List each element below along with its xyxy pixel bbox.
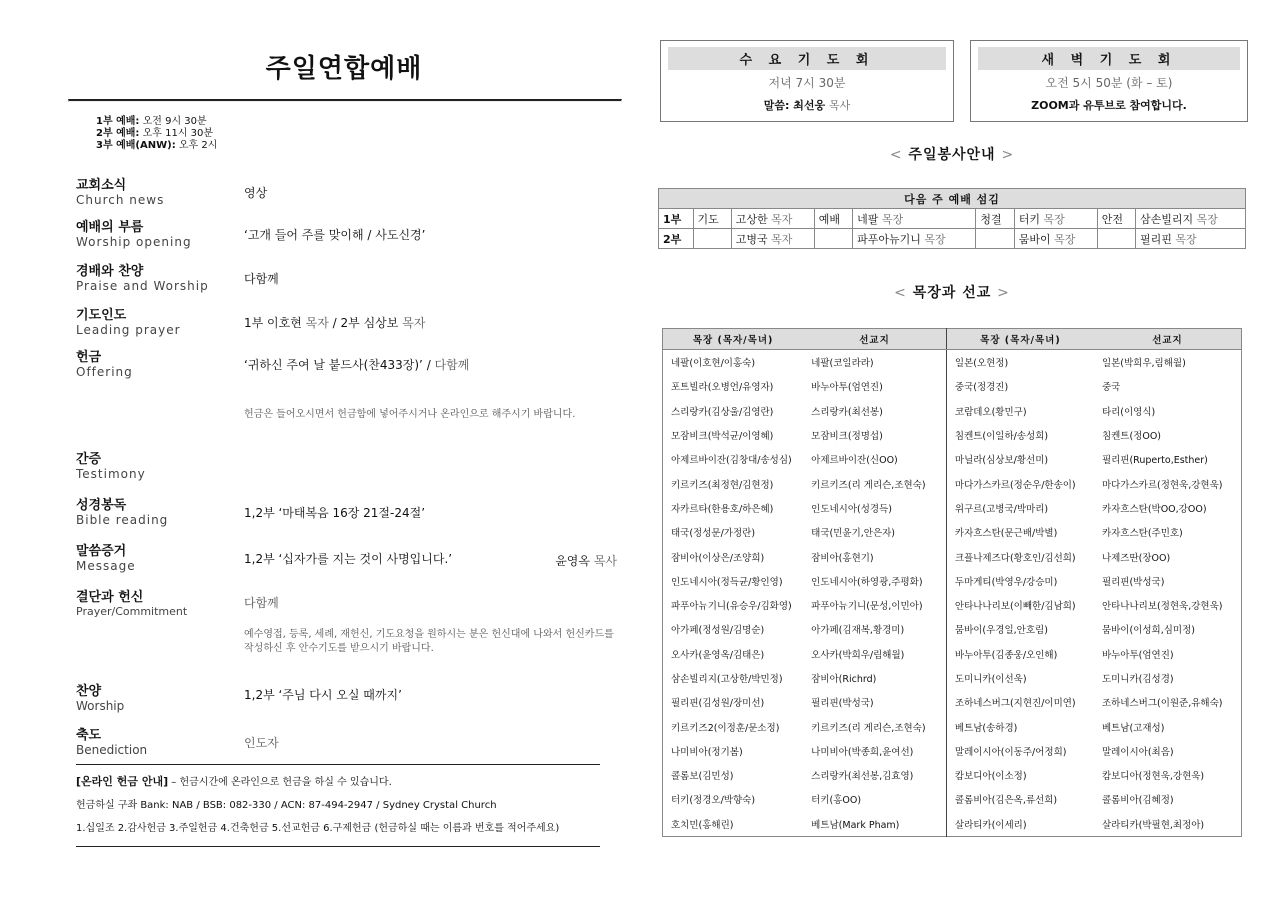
cell-group: 태국(정성문/가정란) [671, 528, 756, 540]
cell-mission-field: 오사카(박희우/림해월) [811, 649, 905, 661]
cell-group: 스리랑카(김상울/김영란) [671, 406, 774, 418]
cell-mission-field: 잠비아(Richrd) [811, 674, 877, 685]
cell-group: 오사카(윤영옥/김태은) [671, 649, 765, 661]
mission-row [663, 496, 1242, 520]
order-prayer: 기도인도 Leading prayer 1부 이호현 목자 / 2부 심상보 목자 [76, 308, 426, 337]
order-message: 말씀증거 Message 1,2부 ‘십자가를 지는 것이 사명입니다.’ 윤영옥 목사 [76, 544, 617, 573]
cell-group: 키르키즈2(이정훈/문소정) [671, 722, 780, 734]
cell-mission-field: 필리핀(Ruperto,Esther) [1101, 455, 1208, 467]
cell-mission-field: 스리랑카(최선봉) [811, 406, 883, 418]
mission-row [663, 617, 1242, 641]
cell-mission-field: 파푸아뉴기니(문성,이민아) [811, 601, 923, 613]
cell-mission-field: 인도네시아(하영광,주평화) [811, 576, 923, 588]
cell-mission-field: 베트남(Mark Pham) [811, 819, 900, 831]
cell-mission-field: 카자흐스탄(주민호) [1101, 528, 1183, 540]
wednesday-prayer-box: 수 요 기 도 회 저녁 7시 30분 말씀: 최선웅 목사 [660, 40, 954, 122]
order-worship: 찬양 Worship 1,2부 ‘주님 다시 오실 때까지’ [76, 684, 402, 713]
title-divider [68, 99, 622, 102]
cell-group: 삼손빌리지(고상한/박민정) [671, 674, 783, 685]
service-heading: < 주일봉사안내 > [889, 147, 1015, 163]
mission-row [663, 642, 1242, 666]
cell-mission-field: 조하네스버그(이원준,유해숙) [1101, 698, 1223, 710]
cell-group: 아제르바이잔(김창대/송성심) [671, 455, 792, 467]
message-pastor: 윤영옥 목사 [555, 554, 617, 568]
cell-group: 잠비아(이상은/조양희) [671, 552, 765, 564]
cell-mission-field: 키르키즈(리 게리슨,조현숙) [811, 722, 926, 734]
cell-group: 키르키즈(최정현/김현정) [671, 479, 774, 491]
mission-table: 목장 (목자/목녀) 선교지 목장 (목자/목녀) 선교지 네팔(이호현/이홍숙) 네팔(코일라라) 일본(오현정) 일본(박희우,림해월) 포트빌라(오병언/유영자) 바누아투(엄연진) 중국(정경진) 중국 스리랑카(김상울/김영란) 스리랑카(최선봉) 코람데오(황민구) 타리(이영식) 모잠비크(박석균/이영혜) 모잠비크(정명섭) 침켄트(이일하/송성희) 침켄트(정OO) 아제르바이잔(김창대/송성심) 아제르바이잔(신OO) 마닐라(심상보/황선미) 필리핀(Ruperto,Esther) 키르키즈(최정현/김현정) 키르키즈(리 게리슨,조현숙) 마다가스카르(정순우/한송이) 마다가스카르(정현욱,강현욱) 자카르타(한용호/하은혜) 인도네시아(성경득) 위구르(고병국/박마리) 카자흐스탄(박OO,강OO) 태국(정성문/가정란) 태국(민윤기,안은자) 카자흐스탄(문근배/박별) 카자흐스탄(주민호) 잠비아(이상은/조양희) 잠비아(홍현기) 크플나제즈다(황호인/김선희) 나제즈딴(장OO) 인도네시아(정득균/황인영) 인도네시아(하영광,주평화) 두마게티(박영우/강승미) 필리핀(박성국) 파푸아뉴기니(유승우/김화영) 파푸아뉴기니(문성,이민아) 안타나나리보(이빼한/김남희) 안타나나리보(정현욱,강현욱) 아가페(정성원/김명순) 아가페(김재복,황경미) 뭄바이(우경일,안호림) 뭄바이(이성희,심미정) 오사카(윤영옥/김태은) 오사카(박희우/림해월) 바누아투(김종웅/오인해) 바누아투(엄연진) 삼손빌리지(고상한/박민정) 잠비아(Richrd) 도미니카(이선욱) 도미니카(김성경) 필리핀(김성원/장미선) 필리핀(박성국) 조하네스버그(지현진/이미연) 조하네스버그(이원준,유해숙) 키르키즈2(이정훈/문소정) 키르키즈(리 게리슨,조현숙) 베트남(송하경) 베트남(고재성) 나미비아(정기봄) 나미비아(박종희,윤여선) 말레이시아(이동주/어정희) 말레이시아(최음) 콜롬보(김민성) 스리랑카(최선봉,김효영) 캄보디아(이소정) 캄보디아(정현욱,강현욱) 터키(정경오/박향숙) 터키(홍OO) 콜롬비아(김은옥,류선희) 콜롬비아(김혜정) 호치민(홍해린) 베트남(Mark Pham) 살라티카(이세리) 살라티카(박필현,최정아) [662, 328, 1242, 837]
order-offering: 헌금 Offering ‘귀하신 주여 날 붙드사(찬433장)’ / 다함께 헌금은 들어오시면서 헌금함에 넣어주시거나 온라인으로 해주시기 바랍니다. [76, 350, 621, 379]
mission-row [663, 520, 1242, 544]
cell-group: 마다가스카르(정순우/한송이) [946, 471, 1094, 495]
mission-row [663, 787, 1242, 811]
cell-group: 필리핀(김성원/장미선) [671, 698, 765, 710]
mission-row [663, 812, 1242, 837]
cell-group: 모잠비크(박석균/이영혜) [671, 431, 774, 443]
mission-row [663, 399, 1242, 423]
cell-mission-field: 바누아투(엄연진) [811, 382, 883, 394]
service-row: 1부 기도 고상한 목자 예배 네팔 목장 청결 터키 목장 안전 삼손빌리지 목장 [659, 209, 1246, 229]
cell-group: 콜롬비아(김은옥,류선희) [946, 787, 1094, 811]
service-times [96, 116, 620, 152]
cell-group: 뭄바이(우경일,안호림) [946, 617, 1094, 641]
dawn-prayer-box: 새 벽 기 도 회 오전 5시 50분 (화 – 토) ZOOM과 유투브로 참여합니다. [970, 40, 1248, 122]
cell-mission-field: 키르키즈(리 게리슨,조현숙) [811, 479, 926, 491]
page-title: 주일연합예배 [265, 54, 423, 84]
cell-mission-field: 나미비아(박종희,윤여선) [811, 746, 914, 758]
cell-group: 자카르타(한용호/하은혜) [671, 503, 774, 515]
order-testimony: 간증 Testimony [76, 452, 146, 481]
cell-mission-field: 베트남(고재성) [1101, 722, 1165, 734]
cell-mission-field: 아제르바이잔(신OO) [811, 455, 898, 467]
cell-mission-field: 캄보디아(정현욱,강현욱) [1101, 771, 1205, 783]
cell-mission-field: 필리핀(박성국) [1101, 576, 1165, 588]
cell-group: 두마게티(박영우/강승미) [946, 569, 1094, 593]
cell-mission-field: 침켄트(정OO) [1101, 431, 1162, 443]
online-offering-info: [온라인 헌금 안내] – 헌금시간에 온라인으로 헌금을 하실 수 있습니다. 헌금하실 구좌 Bank: NAB / BSB: 082-330 / ACN: 87-494-2947 / Sydney Crystal Church 1.십일조 2.감사헌금 3.주일헌금 4.건축헌금 5.선교헌금 6.구제헌금 (헌금하실 때는 이름과 번호를 적어주세요) [76, 764, 600, 847]
cell-group: 일본(오현정) [946, 350, 1094, 375]
order-benediction: 축도 Benediction 인도자 [76, 728, 279, 757]
order-praise: 경배와 찬양 Praise and Worship 다함께 [76, 264, 279, 293]
cell-mission-field: 마다가스카르(정현욱,강현욱) [1101, 479, 1223, 491]
mission-row [663, 739, 1242, 763]
cell-group: 코람데오(황민구) [946, 399, 1094, 423]
service-time-2: 2부 예배: 오후 11시 30분 [96, 128, 214, 139]
mission-row [663, 714, 1242, 738]
cell-group: 안타나나리보(이빼한/김남희) [946, 593, 1094, 617]
mission-heading: < 목장과 선교 > [894, 285, 1010, 301]
cell-mission-field: 콜롬비아(김혜정) [1101, 795, 1174, 807]
cell-group: 파푸아뉴기니(유승우/김화영) [671, 601, 792, 613]
cell-group: 크플나제즈다(황호인/김선희) [946, 544, 1094, 568]
order-opening: 예배의 부름 Worship opening ‘고개 들어 주를 맞이해 / 사도신경’ [76, 220, 426, 249]
cell-mission-field: 도미니카(김성경) [1101, 674, 1174, 685]
cell-group: 바누아투(김종웅/오인해) [946, 642, 1094, 666]
service-time-1: 1부 예배: 오전 9시 30분 [96, 116, 207, 127]
offering-types: 1.십일조 2.감사헌금 3.주일헌금 4.건축헌금 5.선교헌금 6.구제헌금 (헌금하실 때는 이름과 번호를 적어주세요) [76, 823, 560, 834]
cell-mission-field: 뭄바이(이성희,심미정) [1101, 625, 1195, 637]
cell-group: 카자흐스탄(문근배/박별) [946, 520, 1094, 544]
mission-row [663, 350, 1242, 375]
offering-note: 헌금은 들어오시면서 헌금함에 넣어주시거나 온라인으로 해주시기 바랍니다. [244, 409, 576, 420]
mission-row [663, 471, 1242, 495]
cell-mission-field: 터키(홍OO) [811, 795, 862, 807]
cell-group: 중국(정경진) [946, 374, 1094, 398]
mission-row [663, 447, 1242, 471]
cell-group: 네팔(이호현/이홍숙) [671, 358, 756, 370]
cell-group: 인도네시아(정득균/황인영) [671, 576, 783, 588]
cell-group: 터키(정경오/박향숙) [671, 795, 756, 807]
cell-group: 콜롬보(김민성) [671, 771, 734, 783]
cell-group: 살라티카(이세리) [946, 812, 1094, 837]
cell-mission-field: 카자흐스탄(박OO,강OO) [1101, 503, 1207, 515]
order-bible: 성경봉독 Bible reading 1,2부 ‘마태복음 16장 21절-24절’ [76, 498, 426, 527]
mission-row [663, 666, 1242, 690]
cell-mission-field: 말레이시아(최음) [1101, 746, 1174, 758]
cell-mission-field: 일본(박희우,림해월) [1101, 358, 1186, 370]
service-row: 2부 고병국 목자 파푸아뉴기니 목장 뭄바이 목장 필리핀 목장 [659, 229, 1246, 249]
cell-mission-field: 필리핀(박성국) [811, 698, 874, 710]
mission-row [663, 690, 1242, 714]
cell-group: 마닐라(심상보/황선미) [946, 447, 1094, 471]
cell-group: 캄보디아(이소정) [946, 763, 1094, 787]
cell-mission-field: 바누아투(엄연진) [1101, 649, 1174, 661]
cell-mission-field: 태국(민윤기,안은자) [811, 528, 896, 540]
cell-group: 나미비아(정기봄) [671, 746, 743, 758]
left-page [68, 40, 620, 834]
cell-mission-field: 아가페(김재복,황경미) [811, 625, 905, 637]
cell-group: 말레이시아(이동주/어정희) [946, 739, 1094, 763]
cell-group: 조하네스버그(지현진/이미연) [946, 690, 1094, 714]
cell-group: 포트빌라(오병언/유영자) [671, 382, 774, 394]
cell-mission-field: 타리(이영식) [1101, 406, 1156, 418]
cell-group: 도미니카(이선욱) [946, 666, 1094, 690]
cell-mission-field: 인도네시아(성경득) [811, 503, 892, 515]
commitment-note: 예수영접, 등록, 세례, 재헌신, 기도요청을 원하시는 분은 헌신대에 나와서 헌신카드를 작성하신 후 안수기도를 받으시기 바랍니다. [244, 629, 614, 654]
cell-mission-field: 중국 [1101, 382, 1121, 394]
mission-row [663, 374, 1242, 398]
cell-mission-field: 안타나나리보(정현욱,강현욱) [1101, 601, 1223, 613]
cell-group: 아가페(정성원/김명순) [671, 625, 765, 637]
cell-mission-field: 살라티카(박필현,최정아) [1101, 819, 1205, 831]
service-table: 다음 주 예배 섬김 1부 기도 고상한 목자 예배 네팔 목장 청결 터키 목장 안전 삼손빌리지 목장 2부 고병국 목자 파푸아뉴기니 목장 뭄바이 목장 필리핀 목장 [658, 188, 1246, 249]
bank-account: 헌금하실 구좌 Bank: NAB / BSB: 082-330 / ACN: 87-494-2947 / Sydney Crystal Church [76, 800, 497, 811]
mission-row [663, 544, 1242, 568]
cell-group: 침켄트(이일하/송성희) [946, 423, 1094, 447]
cell-mission-field: 스리랑카(최선봉,김효영) [811, 771, 914, 783]
mission-row [663, 593, 1242, 617]
mission-row [663, 423, 1242, 447]
mission-row [663, 569, 1242, 593]
cell-group: 위구르(고병국/박마리) [946, 496, 1094, 520]
order-commitment: 결단과 헌신 Prayer/Commitment 다함께 예수영접, 등록, 세례, 재헌신, 기도요청을 원하시는 분은 헌신대에 나와서 헌신카드를 작성하신 후 안수기도를 받으시기 바랍니다. [76, 590, 621, 619]
cell-group: 베트남(송하경) [946, 714, 1094, 738]
order-news: 교회소식 Church news 영상 [76, 178, 268, 207]
cell-group: 호치민(홍해린) [671, 819, 734, 831]
cell-mission-field: 모잠비크(정명섭) [811, 431, 883, 443]
cell-mission-field: 잠비아(홍현기) [811, 552, 874, 564]
cell-mission-field: 나제즈딴(장OO) [1101, 552, 1171, 564]
service-time-3: 3부 예배(ANW): 오후 2시 [96, 140, 218, 151]
mission-row [663, 763, 1242, 787]
cell-mission-field: 네팔(코일라라) [811, 358, 874, 370]
